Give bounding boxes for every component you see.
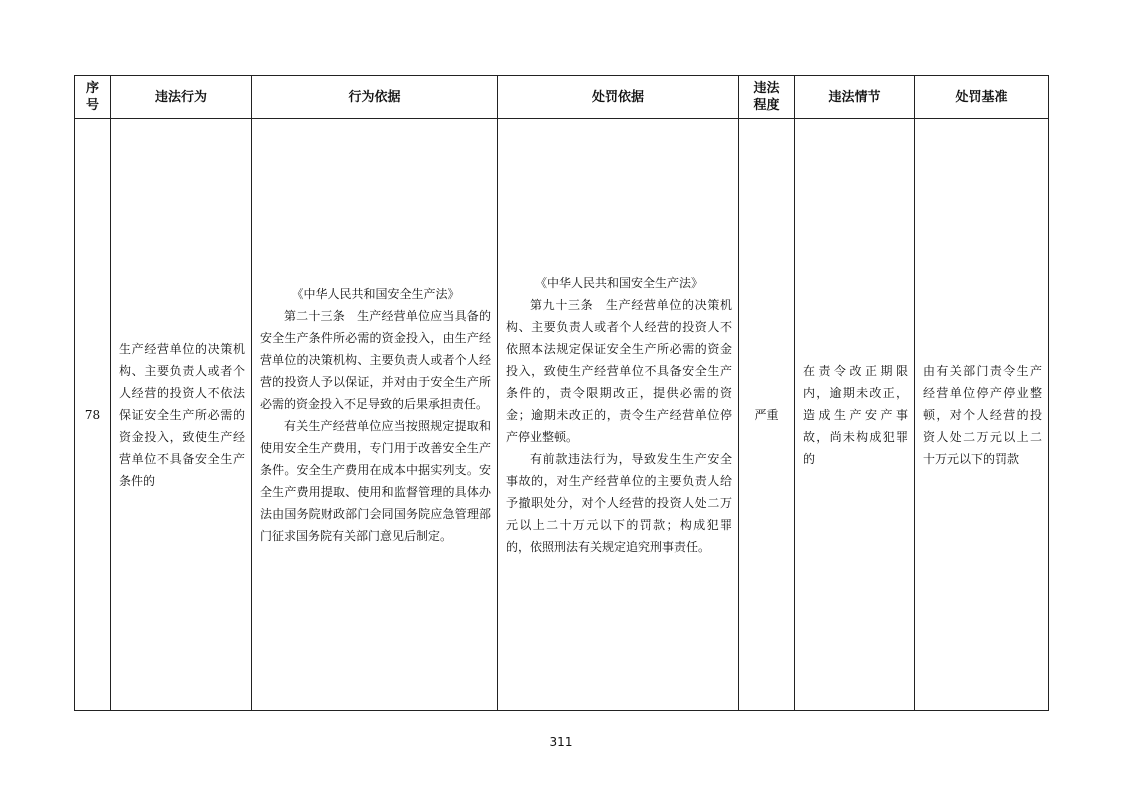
basis-law-title: 《中华人民共和国安全生产法》 — [291, 286, 460, 301]
penalty-paragraph-2: 有前款违法行为，导致发生生产安全事故的，对生产经营单位的主要负责人给予撤职处分，对个人经营的投资人处二万元以上二十万元以下的罚款；构成犯罪的，依照刑法有关规定追究刑事责任。 — [506, 451, 732, 554]
basis-paragraph-2: 有关生产经营单位应当按照规定提取和使用安全生产费用，专门用于改善安全生产条件。安全生产费用在成本中据实列支。安全生产费用提取、使用和监督管理的具体办法由国务院财政部门会同国务院应急管理部门征求国务院有关部门意见后制定。 — [260, 418, 491, 543]
row-basis-cell — [252, 119, 498, 711]
row-circumstance: 在责令改正期限内，逾期未改正，造成生产安产事故，尚未构成犯罪的 — [803, 363, 908, 466]
header-circumstance: 违法情节 — [795, 76, 915, 119]
page-number: 311 — [549, 735, 573, 749]
row-degree: 严重 — [739, 119, 795, 711]
header-seq: 序号 — [75, 76, 111, 119]
table-row — [75, 119, 1049, 711]
row-penalty-basis-cell — [498, 119, 739, 711]
row-standard-cell — [915, 119, 1049, 711]
header-row — [75, 76, 1049, 119]
header-violation: 违法行为 — [111, 76, 252, 119]
row-seq: 78 — [75, 119, 111, 711]
header-penalty-basis: 处罚依据 — [498, 76, 739, 119]
row-violation-cell — [111, 119, 252, 711]
penalty-law-title: 《中华人民共和国安全生产法》 — [534, 275, 703, 290]
header-basis: 行为依据 — [252, 76, 498, 119]
basis-article: 第二十三条 生产经营单位应当具备的安全生产条件所必需的资金投入，由生产经营单位的决策机构、主要负责人或者个人经营的投资人予以保证，并对由于安全生产所必需的资金投入不足导致的后果承担责任。 — [260, 308, 491, 411]
row-violation: 生产经营单位的决策机构、主要负责人或者个人经营的投资人不依法保证安全生产所必需的资金投入，致使生产经营单位不具备安全生产条件的 — [119, 341, 245, 488]
header-degree: 违法程度 — [739, 76, 795, 119]
penalty-table — [74, 75, 1049, 711]
row-standard: 由有关部门责令生产经营单位停产停业整顿，对个人经营的投资人处二万元以上二十万元以下的罚款 — [923, 363, 1042, 466]
penalty-article: 第九十三条 生产经营单位的决策机构、主要负责人或者个人经营的投资人不依照本法规定保证安全生产所必需的资金投入，致使生产经营单位不具备安全生产条件的，责令限期改正，提供必需的资金；逾期未改正的，责令生产经营单位停产停业整顿。 — [506, 297, 732, 444]
row-circumstance-cell — [795, 119, 915, 711]
header-standard: 处罚基准 — [915, 76, 1049, 119]
